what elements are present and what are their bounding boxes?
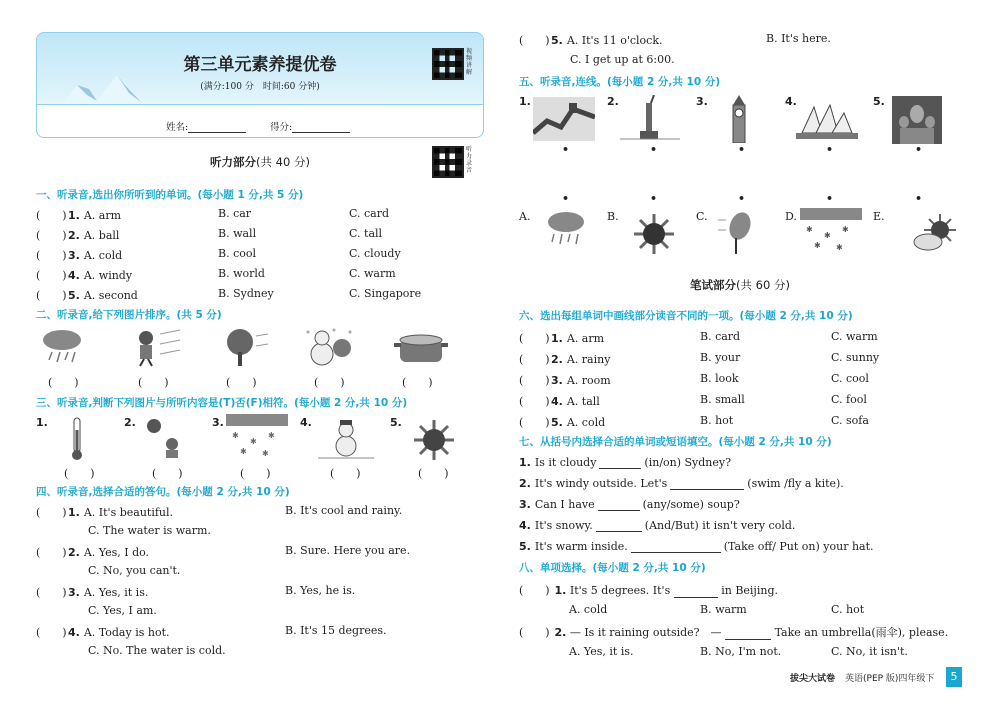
answer-paren[interactable]: ( )	[330, 467, 361, 480]
s1-question-row: ( )2. A. ball	[36, 229, 120, 242]
option-b: B. world	[218, 267, 265, 280]
thermometer-picture	[66, 416, 88, 462]
option-letter: E.	[873, 210, 885, 223]
option-c: C. cloudy	[349, 247, 401, 260]
page-title: 第三单元素养提优卷	[183, 55, 337, 75]
snowy-picture	[800, 208, 862, 254]
picture-number: 5.	[873, 95, 885, 108]
s4-question-row: ( )2. A. Yes, I do.	[36, 546, 150, 559]
option-c: C. No. The water is cold.	[88, 644, 226, 657]
option-c: C. warm	[349, 267, 396, 280]
section-7-title: 七、从括号内选择合适的单词或短语填空。(每小题 2 分,共 10 分)	[519, 436, 832, 448]
option-b: B. card	[700, 330, 741, 343]
option-letter: B.	[607, 210, 619, 223]
rain-cloud-picture	[40, 326, 86, 366]
option-a: A. cold	[83, 249, 123, 262]
video-qr-code[interactable]	[432, 48, 464, 80]
s4-question-row: ( )1. A. It's beautiful.	[36, 506, 174, 519]
match-dot[interactable]: •	[738, 192, 746, 205]
s1-question-row: ( )4. A. windy	[36, 269, 133, 282]
audio-qr-code[interactable]	[432, 146, 464, 178]
answer-blank[interactable]	[596, 520, 642, 532]
answer-paren[interactable]: ( )	[36, 209, 67, 222]
option-b: B. Sure. Here you are.	[285, 544, 411, 557]
tree-in-wind-picture	[218, 326, 270, 370]
option-b: B. It's here.	[766, 32, 831, 45]
option-b: B. hot	[700, 414, 734, 427]
option-b: B. wall	[218, 227, 257, 240]
answer-paren[interactable]: ( )	[36, 546, 67, 559]
answer-blank[interactable]	[598, 499, 640, 511]
option-b: B. small	[700, 393, 745, 406]
option-c: C. The water is warm.	[88, 524, 211, 537]
answer-blank[interactable]	[599, 457, 641, 469]
s1-question-row: ( )1. A. arm	[36, 209, 122, 222]
picture-number: 2.	[124, 416, 136, 429]
option-b: B. It's 15 degrees.	[285, 624, 387, 637]
match-dot[interactable]: •	[738, 143, 746, 156]
picture-number: 3.	[696, 95, 708, 108]
picture-number: 2.	[607, 95, 619, 108]
option-c: C. I get up at 6:00.	[570, 53, 675, 66]
picture-number: 4.	[785, 95, 797, 108]
sydney-opera-house-picture	[796, 103, 858, 143]
s1-question-row: ( )5. A. second	[36, 289, 138, 302]
option-a: A. windy	[83, 269, 133, 282]
statue-of-liberty-picture	[620, 95, 680, 143]
hot-sun-picture	[634, 214, 674, 254]
sun-and-boy-picture	[138, 414, 188, 460]
footer-brand: 拔尖大试卷	[790, 674, 836, 684]
s7-question-row: 3. Can I have (any/some) soup?	[519, 498, 740, 511]
answer-paren[interactable]: ( )	[418, 467, 449, 480]
match-dot[interactable]: •	[915, 192, 923, 205]
answer-paren[interactable]: ( )	[314, 376, 345, 389]
section-6-title: 六、选出每组单词中画线部分读音不同的一项。(每小题 2 分,共 10 分)	[519, 310, 853, 322]
option-b: B. car	[218, 207, 252, 220]
picture-number: 4.	[300, 416, 312, 429]
st-basils-cathedral-picture	[892, 96, 942, 144]
s6-question-row: ( )3. A. room	[519, 374, 611, 387]
answer-paren[interactable]: ( )	[519, 332, 550, 345]
option-b: B. cool	[218, 247, 257, 260]
section-3-title: 三、听录音,判断下列图片与所听内容是(T)否(F)相符。(每小题 2 分,共 10 分)	[36, 397, 408, 409]
answer-paren[interactable]: ( )	[519, 353, 550, 366]
rainy-cloud-picture	[544, 210, 588, 252]
section-5-title: 五、听录音,连线。(每小题 2 分,共 10 分)	[519, 76, 721, 88]
section-1-title: 一、听录音,选出你所听到的单词。(每小题 1 分,共 5 分)	[36, 189, 304, 201]
option-c: C. tall	[349, 227, 383, 240]
option-c: C. fool	[831, 393, 867, 406]
option-a: A. arm	[83, 209, 122, 222]
option-a: A. rainy	[566, 353, 611, 366]
s7-question-row: 4. It's snowy. (And/But) it isn't very cold.	[519, 519, 796, 532]
option-a: A. second	[83, 289, 138, 302]
option-a: A. Yes, it is.	[569, 645, 634, 658]
option-c: C. hot	[831, 603, 865, 616]
match-dot[interactable]: •	[562, 192, 570, 205]
option-a: A. room	[566, 374, 611, 387]
answer-paren[interactable]: ( )	[519, 34, 550, 47]
answer-blank[interactable]	[631, 541, 721, 553]
score-label: 得分:	[270, 122, 293, 133]
s8-q2: ( ) 2. — Is it raining outside? — Take an umbrella(雨伞), please.	[519, 626, 949, 639]
match-dot[interactable]: •	[915, 143, 923, 156]
qr-video-label: 视频讲解	[466, 48, 473, 76]
option-b: B. Yes, he is.	[285, 584, 356, 597]
answer-blank[interactable]	[725, 628, 771, 640]
listening-total: (共 40 分)	[256, 155, 310, 169]
writing-total: (共 60 分)	[736, 278, 790, 292]
answer-paren[interactable]: ( )	[36, 626, 67, 639]
page-number: 5	[946, 667, 962, 687]
s7-question-row: 5. It's warm inside. (Take off/ Put on) your hat.	[519, 540, 874, 553]
answer-paren[interactable]: ( )	[36, 586, 67, 599]
svg-text:✱: ✱	[240, 447, 247, 456]
footer-book: 英语(PEP 版)四年级下	[845, 674, 935, 684]
option-c: C. warm	[831, 330, 878, 343]
score-field[interactable]	[270, 119, 350, 133]
answer-paren[interactable]: ( )	[240, 467, 271, 480]
svg-text:✱: ✱	[836, 243, 843, 252]
s4-question-row: ( )5. A. It's 11 o'clock.	[519, 34, 663, 47]
match-dot[interactable]: •	[562, 143, 570, 156]
s6-question-row: ( )5. A. cold	[519, 416, 606, 429]
match-dot[interactable]: •	[650, 192, 658, 205]
listening-title: 听力部分	[210, 155, 257, 169]
picture-number: 3.	[212, 416, 224, 429]
picture-number: 1.	[36, 416, 48, 429]
option-a: A. cold	[569, 603, 608, 616]
option-a: A. tall	[566, 395, 600, 408]
option-c: C. card	[349, 207, 390, 220]
section-4-title: 四、听录音,选择合适的答句。(每小题 2 分,共 10 分)	[36, 486, 290, 498]
option-c: C. Singapore	[349, 287, 422, 300]
svg-text:✱: ✱	[806, 225, 813, 234]
windy-tree-picture	[718, 210, 758, 256]
option-b: B. No, I'm not.	[700, 645, 782, 658]
s1-question-row: ( )3. A. cold	[36, 249, 123, 262]
snowman-scene-picture	[318, 416, 374, 460]
answer-paren[interactable]: ( )	[64, 467, 95, 480]
big-ben-picture	[728, 95, 750, 143]
s7-question-row: 2. It's windy outside. Let's (swim /fly a kite).	[519, 477, 844, 490]
option-a: A. Yes, it is.	[83, 586, 149, 599]
option-a: A. Today is hot.	[83, 626, 170, 639]
option-c: C. cool	[831, 372, 869, 385]
option-a: A. arm	[566, 332, 605, 345]
svg-text:✱: ✱	[250, 437, 257, 446]
s8-q1: ( ) 1. It's 5 degrees. It's in Beijing.	[519, 584, 778, 597]
s6-question-row: ( )1. A. arm	[519, 332, 605, 345]
writing-heading	[520, 277, 960, 293]
svg-text:✱: ✱	[232, 431, 239, 440]
svg-text:✱: ✱	[814, 241, 821, 250]
soup-pot-picture	[394, 330, 448, 366]
option-letter: A.	[519, 210, 531, 223]
match-dot[interactable]: •	[826, 143, 834, 156]
sun-cloud-picture	[912, 212, 958, 254]
option-a: A. It's 11 o'clock.	[566, 34, 663, 47]
option-a: A. cold	[566, 416, 606, 429]
s4-question-row: ( )3. A. Yes, it is.	[36, 586, 149, 599]
answer-paren[interactable]: ( )	[402, 376, 433, 389]
answer-paren[interactable]: ( )	[138, 376, 169, 389]
answer-paren[interactable]: ( )	[519, 374, 550, 387]
snowman-picture	[304, 326, 356, 370]
answer-paren[interactable]: ( )	[48, 376, 79, 389]
option-c: C. Yes, I am.	[88, 604, 157, 617]
great-wall-picture	[533, 97, 595, 141]
option-letter: D.	[785, 210, 797, 223]
option-b: B. It's cool and rainy.	[285, 504, 403, 517]
s4-question-row: ( )4. A. Today is hot.	[36, 626, 170, 639]
option-c: C. sunny	[831, 351, 880, 364]
option-a: A. Yes, I do.	[83, 546, 150, 559]
option-b: B. look	[700, 372, 739, 385]
sun-picture	[414, 420, 454, 460]
answer-paren[interactable]: ( )	[226, 376, 257, 389]
picture-number: 5.	[390, 416, 402, 429]
answer-paren[interactable]: ( )	[36, 506, 67, 519]
svg-text:✱: ✱	[262, 449, 269, 458]
qr-audio-label: 听力录音	[466, 146, 473, 174]
snow-cloud-picture	[226, 414, 288, 460]
option-b: B. Sydney	[218, 287, 274, 300]
exam-meta: (满分:100 分 时间:60 分钟)	[200, 82, 320, 92]
option-a: A. ball	[83, 229, 120, 242]
answer-paren[interactable]: ( )	[36, 249, 67, 262]
option-c: C. No, you can't.	[88, 564, 181, 577]
option-a: A. It's beautiful.	[83, 506, 174, 519]
answer-paren[interactable]: ( )	[519, 395, 550, 408]
answer-paren[interactable]: ( )	[36, 289, 67, 302]
match-dot[interactable]: •	[650, 143, 658, 156]
option-c: C. sofa	[831, 414, 869, 427]
boy-in-wind-picture	[130, 326, 182, 370]
s7-question-row: 1. Is it cloudy (in/on) Sydney?	[519, 456, 732, 469]
name-label: 姓名:	[166, 122, 189, 133]
option-letter: C.	[696, 210, 708, 223]
option-b: B. warm	[700, 603, 747, 616]
s6-question-row: ( )2. A. rainy	[519, 353, 611, 366]
option-c: C. No, it isn't.	[831, 645, 908, 658]
name-field[interactable]	[166, 119, 246, 133]
answer-paren[interactable]: ( )	[36, 229, 67, 242]
section-2-title: 二、听录音,给下列图片排序。(共 5 分)	[36, 309, 222, 321]
s6-question-row: ( )4. A. tall	[519, 395, 600, 408]
writing-title: 笔试部分	[690, 278, 737, 292]
match-dot[interactable]: •	[826, 192, 834, 205]
answer-paren[interactable]: ( )	[36, 269, 67, 282]
picture-number: 1.	[519, 95, 531, 108]
option-b: B. your	[700, 351, 741, 364]
answer-paren[interactable]: ( )	[519, 416, 550, 429]
answer-paren[interactable]: ( )	[152, 467, 183, 480]
svg-text:✱: ✱	[824, 231, 831, 240]
answer-blank[interactable]	[670, 478, 744, 490]
answer-blank[interactable]	[674, 586, 718, 598]
svg-text:✱: ✱	[842, 225, 849, 234]
svg-text:✱: ✱	[268, 431, 275, 440]
section-8-title: 八、单项选择。(每小题 2 分,共 10 分)	[519, 562, 706, 574]
